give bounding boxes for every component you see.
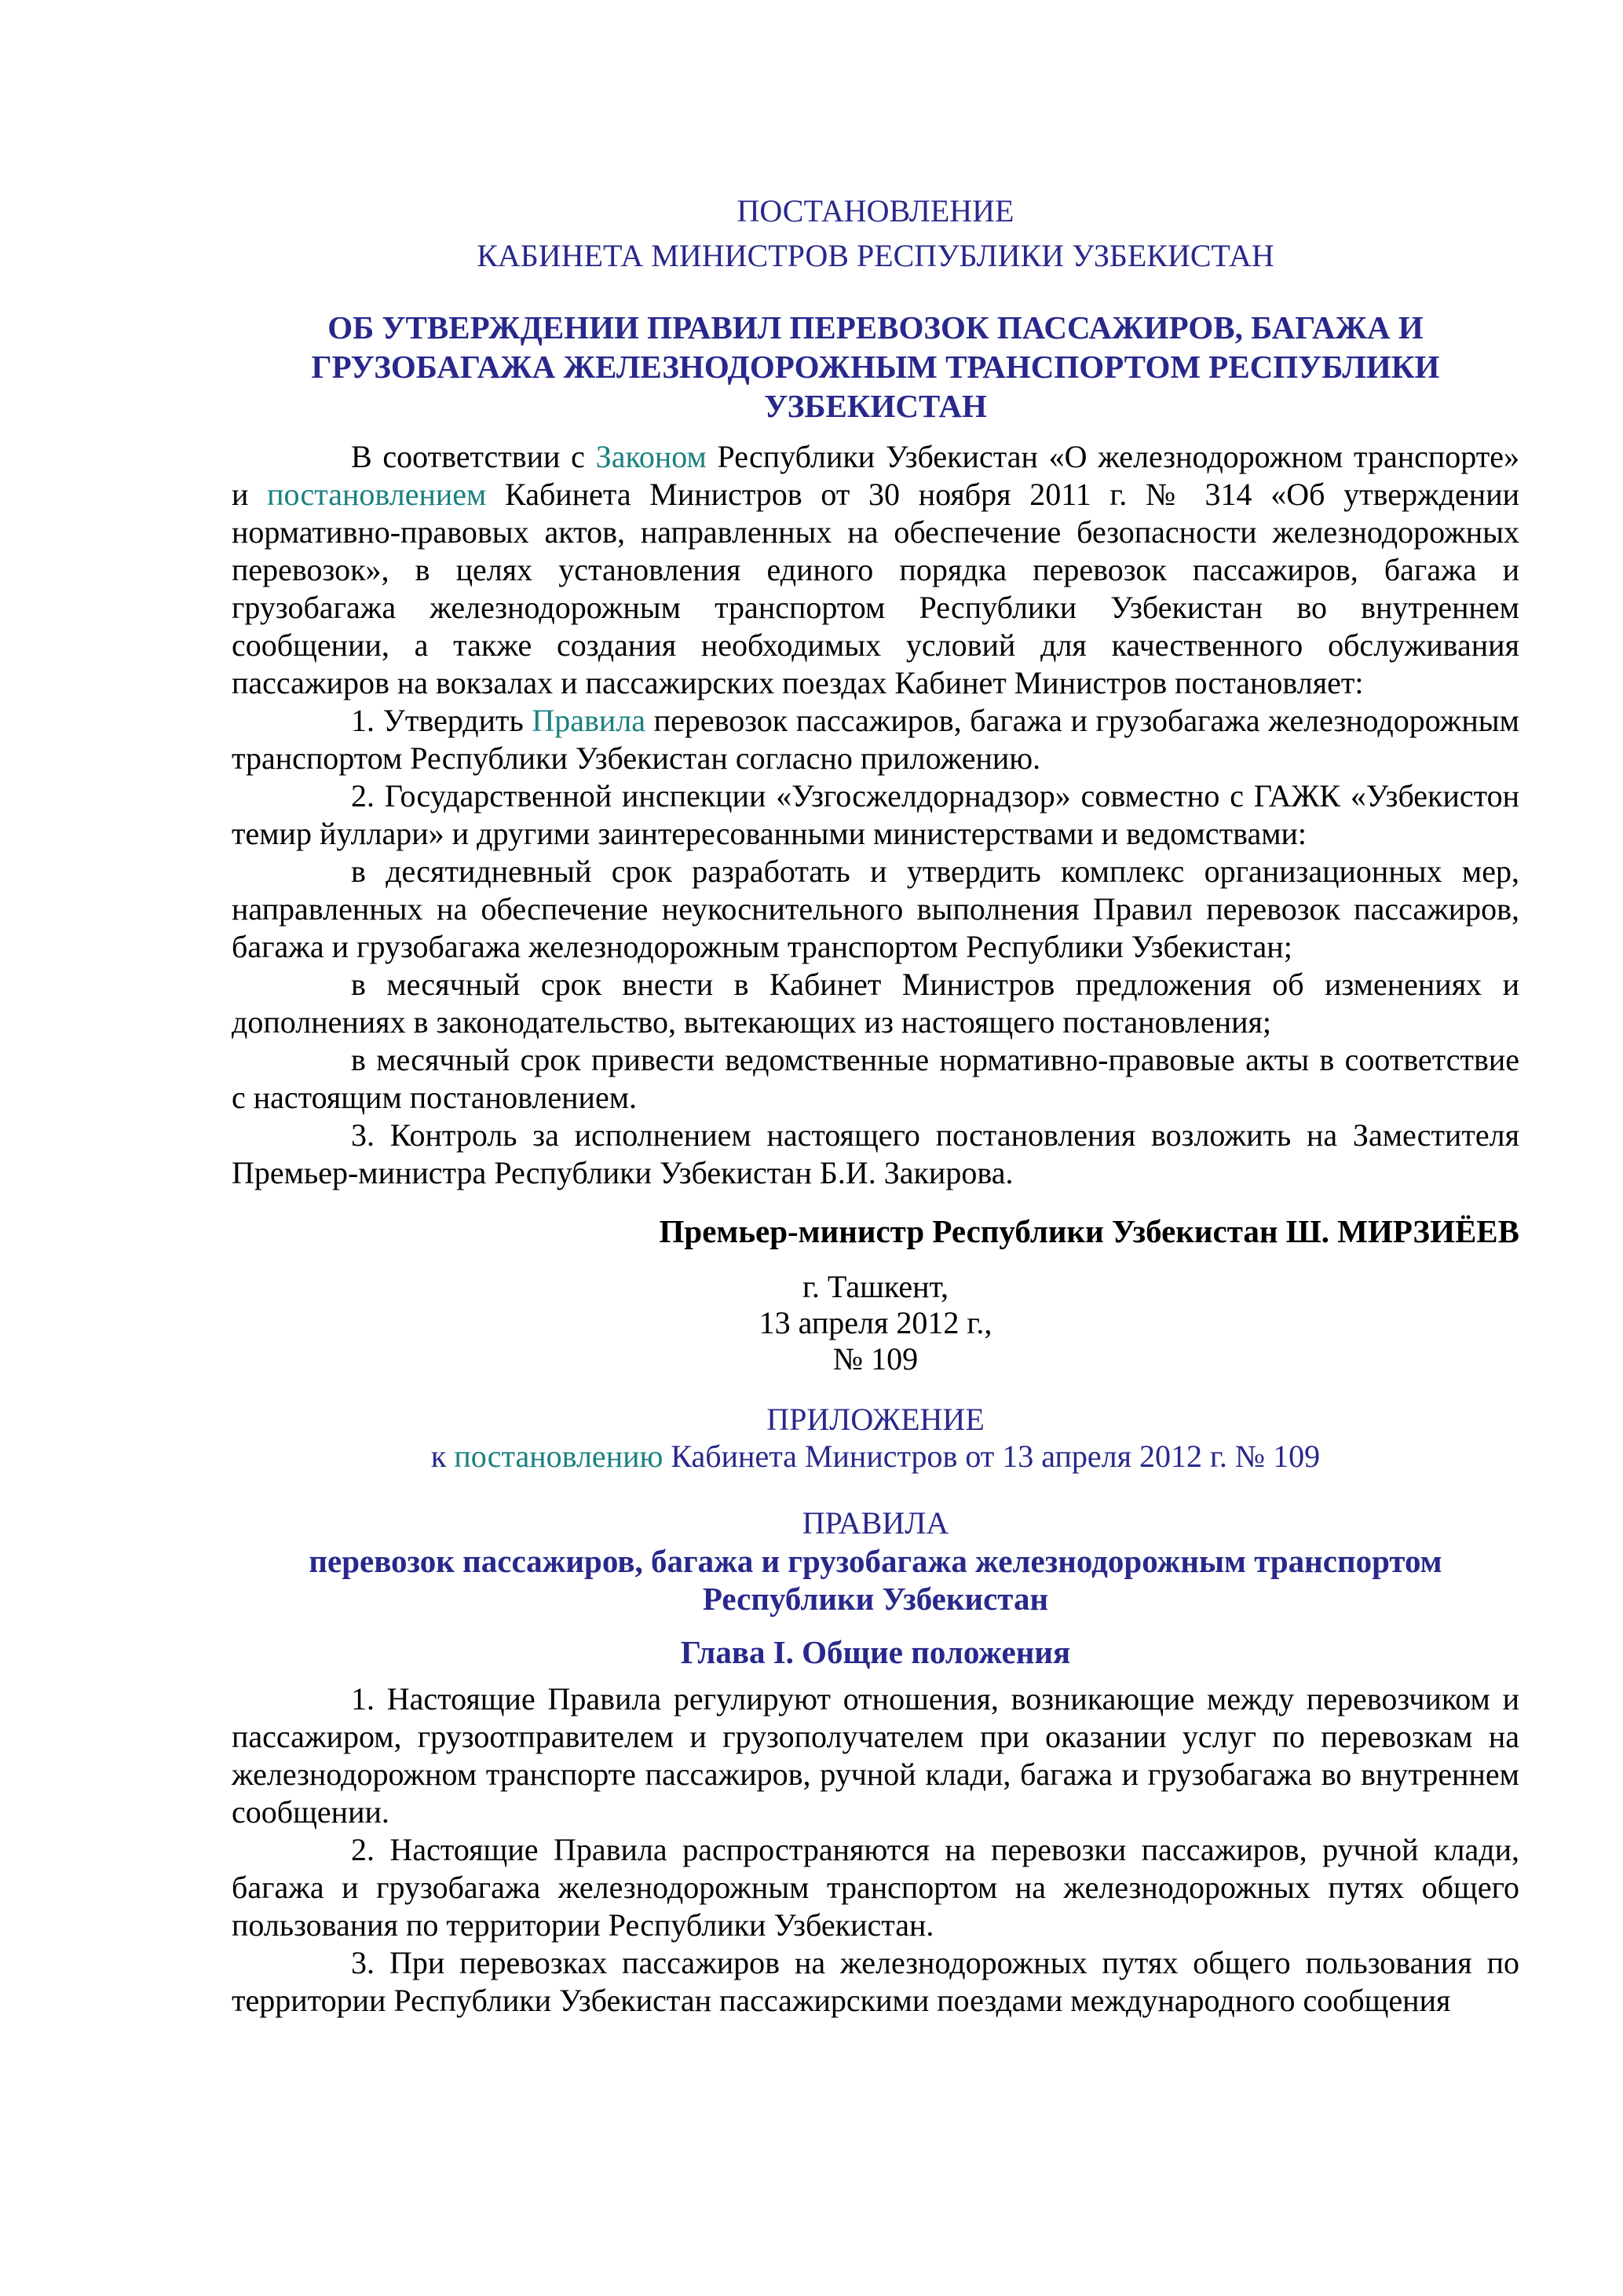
issue-date: 13 апреля 2012 г., bbox=[758, 1305, 992, 1340]
signature-line: Премьер-министр Республики Узбекистан Ш. МИРЗИЁЕВ bbox=[659, 1213, 1519, 1249]
sub-item-paragraph: в месячный срок внести в Кабинет Министров предложения об изменениях и дополнениях в законодательство, вытекающих из настоящего постановления; bbox=[232, 967, 1519, 1040]
issuing-authority-line: КАБИНЕТА МИНИСТРОВ РЕСПУБЛИКИ УЗБЕКИСТАН bbox=[477, 238, 1274, 273]
issue-city: г. Ташкент, bbox=[802, 1269, 949, 1304]
preamble-paragraph bbox=[232, 438, 1519, 702]
appendix-header bbox=[232, 1401, 1519, 1475]
document-header bbox=[232, 188, 1519, 278]
chapter-1-heading: Глава I. Общие положения bbox=[680, 1634, 1071, 1670]
appendix-text-end: Кабинета Министров от 13 апреля 2012 г. № 109 bbox=[663, 1439, 1321, 1474]
item-3-paragraph: 3. Контроль за исполнением настоящего постановления возложить на Заместителя Премьер-министра Республики Узбекистан Б.И. Закирова. bbox=[232, 1117, 1519, 1190]
rule-paragraph-2: 2. Настоящие Правила распространяются на перевозки пассажиров, ручной клади, багажа и грузобагажа железнодорожным транспортом на железнодорожных путях общего пользования по территории Республики Узбекистан. bbox=[232, 1832, 1519, 1943]
preamble-text-start: В соответствии с bbox=[351, 439, 596, 474]
preamble-text-middle: Республики Узбекистан «О железнодорожном транспорте» и bbox=[232, 439, 1519, 512]
document-title: ОБ УТВЕРЖДЕНИИ ПРАВИЛ ПЕРЕВОЗОК ПАССАЖИРОВ, БАГАЖА И ГРУЗОБАГАЖА ЖЕЛЕЗНОДОРОЖНЫМ ТРАНСПОРТОМ РЕСПУБЛИКИ УЗБЕКИСТАН bbox=[311, 309, 1440, 424]
appendix-reference-line bbox=[232, 1438, 1519, 1475]
appendix-resolution-link[interactable]: постановлению bbox=[454, 1439, 663, 1474]
preamble-text-end: Кабинета Министров от 30 ноября 2011 г. № 314 «Об утверждении нормативно-правовых актов, направленных на обеспечение безопасности железнодорожных перевозок», в целях установления единого порядка перевозок пассажиров, багажа и грузобагажа железнодорожным транспортом Республики Узбекистан во внутреннем сообщении, а также создания необходимых условий для качественного обслуживания пассажиров на вокзалах и пассажирских поездах Кабинет Министров постановляет: bbox=[232, 477, 1520, 700]
rule-paragraph-1: 1. Настоящие Правила регулируют отношения, возникающие между перевозчиком и пассажиром, грузоотправителем и грузополучателем при оказании услуг по перевозкам на железнодорожном транспорте пассажиров, ручной клади, багажа и грузобагажа во внутреннем сообщении. bbox=[232, 1681, 1519, 1830]
law-link[interactable]: Законом bbox=[595, 439, 707, 474]
rules-link[interactable]: Правила bbox=[532, 703, 646, 738]
rules-title: ПРАВИЛА bbox=[802, 1505, 949, 1541]
item-1-paragraph bbox=[232, 702, 1519, 777]
rule-paragraph-3: 3. При перевозках пассажиров на железнодорожных путях общего пользования по территории Республики Узбекистан пассажирскими поездами международного сообщения bbox=[232, 1945, 1519, 2018]
item-1-text-start: 1. Утвердить bbox=[351, 703, 532, 738]
issue-number: № 109 bbox=[832, 1341, 919, 1377]
rules-title-block bbox=[232, 1504, 1519, 1618]
appendix-title: ПРИЛОЖЕНИЕ bbox=[766, 1402, 985, 1437]
sub-item-paragraph: в десятидневный срок разработать и утвердить комплекс организационных мер, направленных на обеспечение неукоснительного выполнения Правил перевозок пассажиров, багажа и грузобагажа железнодорожным транспортом Республики Узбекистан; bbox=[232, 854, 1519, 964]
appendix-text-start: к bbox=[430, 1439, 455, 1474]
chapter-1-body bbox=[232, 1680, 1519, 2020]
resolution-314-link[interactable]: постановлением bbox=[267, 477, 487, 512]
rules-subtitle: перевозок пассажиров, багажа и грузобагажа железнодорожным транспортом Республики Узбекистан bbox=[309, 1543, 1442, 1617]
issue-details-block bbox=[232, 1269, 1519, 1377]
resolution-body bbox=[232, 438, 1519, 1192]
item-2-paragraph: 2. Государственной инспекции «Узгосжелдорнадзор» совместно с ГАЖК «Узбекистон темир йуллари» и другими заинтересованными министерствами и ведомствами: bbox=[232, 778, 1519, 851]
document-type-line: ПОСТАНОВЛЕНИЕ bbox=[737, 193, 1014, 229]
item-1-text-end: перевозок пассажиров, багажа и грузобагажа железнодорожным транспортом Республики Узбекистан согласно приложению. bbox=[232, 703, 1519, 776]
sub-item-paragraph: в месячный срок привести ведомственные нормативно-правовые акты в соответствие с настоящим постановлением. bbox=[232, 1042, 1519, 1115]
